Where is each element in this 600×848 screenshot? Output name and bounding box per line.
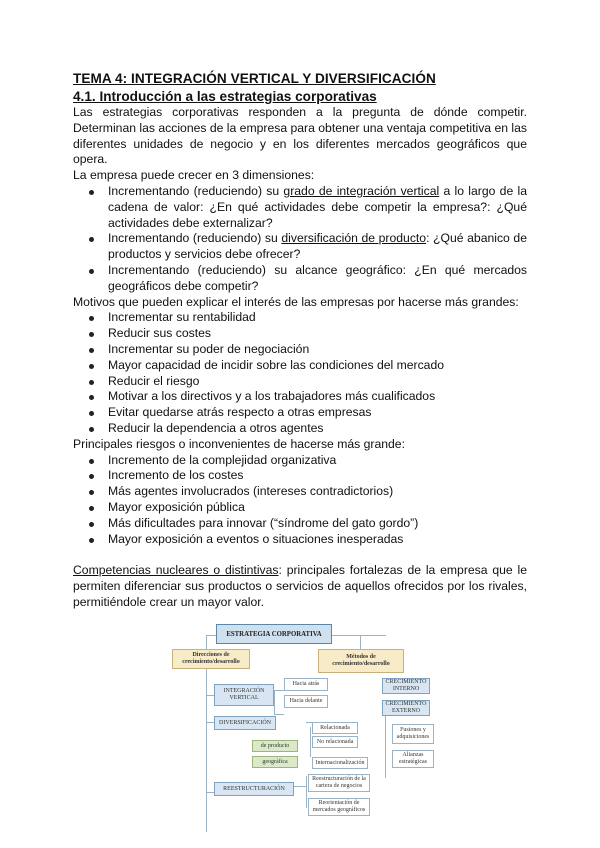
diagram-integration-back: Hacia atrás — [284, 678, 328, 691]
diagram-integration-forward: Hacia delante — [284, 695, 328, 708]
list-item: Incrementando (reduciendo) su alcance geográfico: ¿En qué mercados geográficos debe competir? — [108, 262, 527, 293]
diagram-div-product: de producto — [252, 740, 298, 752]
diagram-diversification: DIVERSIFICACIÓN — [214, 716, 276, 730]
diagram-restructuring: REESTRUCTURACIÓN — [214, 782, 294, 796]
diagram-div-related: Relacionada — [312, 722, 358, 734]
list-item: Incrementando (reduciendo) su grado de integración vertical a lo largo de la cadena de valor: ¿En qué actividades debe competir la empresa?: ¿Qué actividades debe externalizar? — [108, 183, 527, 230]
list-item: Incrementando (reduciendo) su diversificación de producto: ¿Qué abanico de productos y servicios debe ofrecer? — [108, 231, 527, 262]
diagram-right-header: Métodos de crecimiento/desarrollo — [318, 649, 404, 673]
intro-paragraph: Las estrategias corporativas responden a la pregunta de dónde competir. Determinan las acciones de la empresa para obtener una ventaja competitiva en las diferentes unidades de negocio y en los diferentes mercados geográficos que opera. — [73, 105, 527, 167]
list-item: Más dificultades para innovar (“síndrome del gato gordo”) — [108, 516, 527, 532]
list-item: Mayor exposición a eventos o situaciones inesperadas — [108, 532, 527, 548]
section-heading: 4.1. Introducción a las estrategias corporativas — [73, 89, 377, 104]
competencies-paragraph: Competencias nucleares o distintivas: principales fortalezas de la empresa que le permiten diferenciar sus productos o servicios de aquellos ofrecidos por los rivales, permitiéndole crear un mayor valor. — [73, 563, 527, 609]
diagram-left-header: Direcciones de crecimiento/desarrollo — [172, 649, 250, 669]
list-item: Reducir el riesgo — [108, 374, 527, 390]
product-diversification-term: diversificación de producto — [281, 231, 427, 246]
list-item: Motivar a los directivos y a los trabajadores más cualificados — [108, 389, 527, 405]
competencies-term: Competencias nucleares o distintivas — [73, 563, 279, 578]
list-item: Incremento de la complejidad organizativa — [108, 453, 527, 469]
list-item: Incremento de los costes — [108, 468, 527, 484]
motives-list — [73, 310, 527, 436]
list-item: Incrementar su poder de negociación — [108, 342, 527, 358]
vertical-integration-term: grado de integración vertical — [283, 183, 440, 198]
list-item: Más agentes involucrados (intereses contradictorios) — [108, 484, 527, 500]
diagram-restructuring-portfolio: Reestructuración de la cartera de negocios — [308, 774, 370, 792]
motives-intro: Motivos que pueden explicar el interés de las empresas por hacerse más grandes: — [73, 294, 519, 309]
diagram-div-unrelated: No relacionada — [312, 736, 358, 748]
list-item: Mayor exposición pública — [108, 500, 527, 516]
strategy-diagram — [170, 622, 440, 848]
diagram-internal-growth: CRECIMIENTO INTERNO — [382, 678, 430, 694]
list-item: Reducir sus costes — [108, 326, 527, 342]
list-item: Evitar quedarse atrás respecto a otras empresas — [108, 405, 527, 421]
list-item: Reducir la dependencia a otros agentes — [108, 421, 527, 437]
diagram-external-growth: CRECIMIENTO EXTERNO — [382, 700, 430, 716]
diagram-integration: INTEGRACIÓN VERTICAL — [214, 684, 274, 706]
diagram-internationalization: Internacionalización — [312, 757, 368, 769]
diagram-div-geographic: geográfica — [252, 756, 298, 768]
diagram-mergers: Fusiones y adquisiciones — [392, 724, 434, 744]
dimensions-intro: La empresa puede crecer en 3 dimensiones: — [73, 168, 315, 183]
dimensions-list — [73, 184, 527, 295]
page-title: TEMA 4: INTEGRACIÓN VERTICAL Y DIVERSIFICACIÓN — [73, 71, 436, 86]
risks-list — [73, 453, 527, 548]
diagram-alliances: Alianzas estratégicas — [392, 750, 434, 768]
diagram-root: ESTRATEGIA CORPORATIVA — [216, 624, 332, 644]
list-item: Mayor capacidad de incidir sobre las condiciones del mercado — [108, 358, 527, 374]
list-item: Incrementar su rentabilidad — [108, 310, 527, 326]
diagram-restructuring-markets: Reorientación de mercados geográficos — [308, 798, 370, 816]
document-page — [73, 70, 527, 611]
risks-intro: Principales riesgos o inconvenientes de hacerse más grande: — [73, 436, 405, 451]
